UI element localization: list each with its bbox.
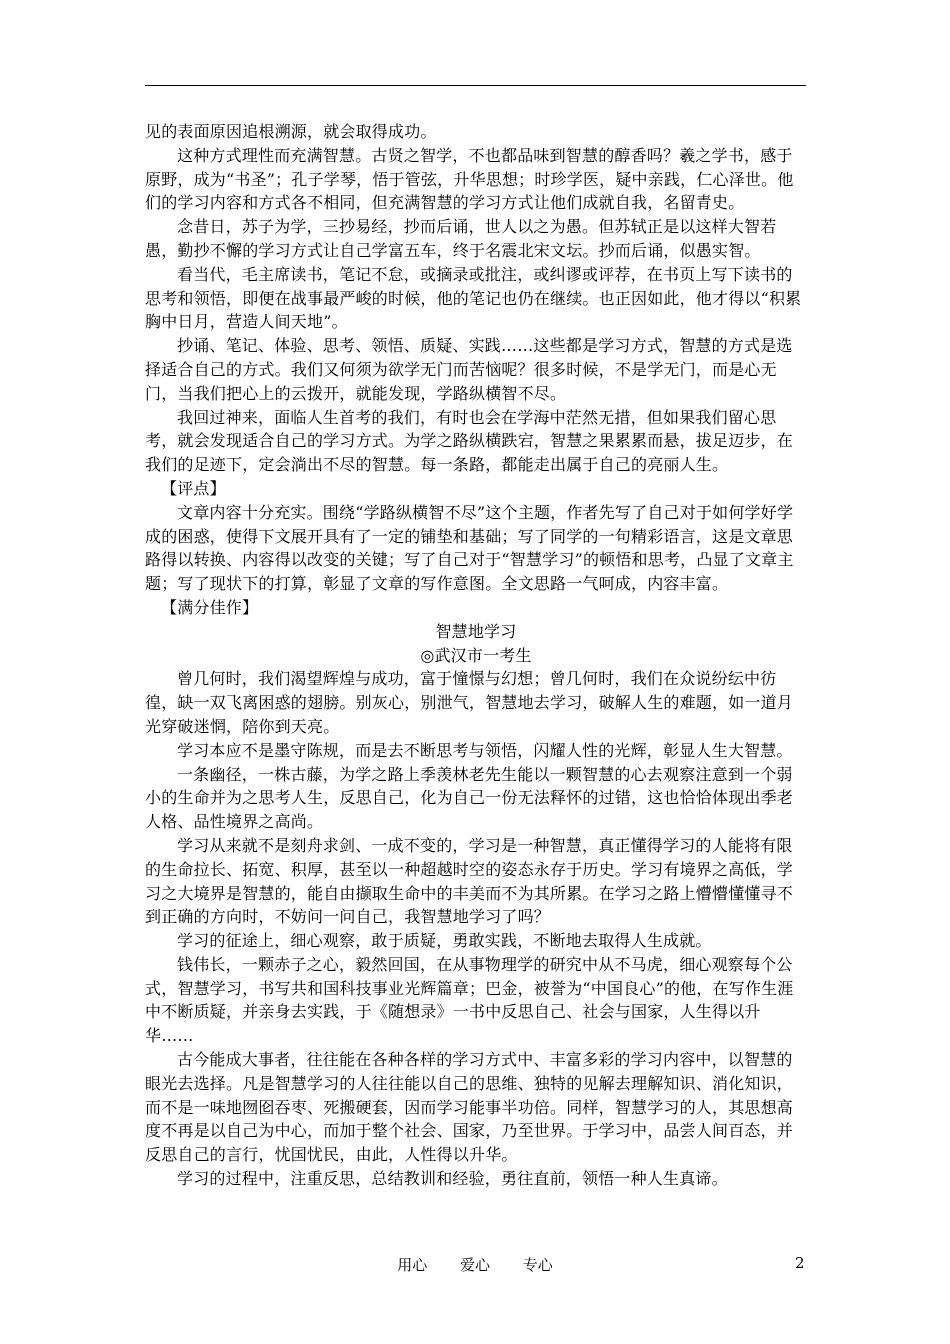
- footer-motto: [0, 1254, 950, 1275]
- page-number: 2: [795, 1254, 805, 1272]
- paragraph: 念昔日，苏子为学，三抄易经，抄而后诵，世人以之为愚。但苏轼正是以这样大智若愚，勤抄不懈的学习方式让自己学富五车，终于名震北宋文坛。抄而后诵，似愚实智。: [145, 217, 777, 260]
- centered-title: ◎武汉市一考生: [420, 645, 532, 665]
- footer-word: 用心: [397, 1256, 428, 1274]
- footer-word: 爱心: [459, 1256, 490, 1274]
- paragraph: 看当代，毛主席读书，笔记不怠，或摘录或批注，或纠谬或评荐，在书页上写下读书的思考和领悟，即便在战事最严峻的时候，他的笔记也仍在继续。也正因如此，他才得以“积累胸中日月，营造人间天地”。: [145, 264, 802, 332]
- document-body: [145, 120, 807, 1191]
- paragraph: 一条幽径，一株古藤，为学之路上季羡林老先生能以一颗智慧的心去观察注意到一个弱小的生命并为之思考人生，反思自己，化为自己一份无法释怀的过错，这也恰恰体现出季老人格、品性境界之高尚。: [145, 764, 794, 832]
- paragraph: 钱伟长，一颗赤子之心，毅然回国，在从事物理学的研究中从不马虎，细心观察每个公式，智慧学习，书写共和国科技事业光辉篇章；巴金，被誉为“中国良心”的他，在写作生涯中不断质疑，并亲身去实践，于《随想录》一书中反思自己、社会与国家，人生得以升华……: [145, 954, 794, 1046]
- section-heading: 【评点】: [161, 478, 226, 498]
- paragraph: 抄诵、笔记、体验、思考、领悟、质疑、实践……这些都是学习方式，智慧的方式是选择适合自己的方式。我们又何须为欲学无门而苦恼呢？很多时候，不是学无门，而是心无门，当我们把心上的云拨开，就能发现，学路纵横智不尽。: [145, 336, 793, 403]
- paragraph: 学习从来就不是刻舟求剑、一成不变的，学习是一种智慧，真正懂得学习的人能将有限的生命拉长、拓宽、积厚，甚至以一种超越时空的姿态永存于历史。学习有境界之高低，学习之大境界是智慧的，能自由撷取生命中的丰美而不为其所累。在学习之路上懵懵懂懂寻不到正确的方向时，不妨问一问自己，我智慧地学习了吗？: [145, 835, 794, 927]
- header-rule: [145, 85, 806, 86]
- paragraph: 学习的过程中，注重反思，总结教训和经验，勇往直前，领悟一种人生真谛。: [177, 1169, 728, 1189]
- paragraph: 文章内容十分充实。围绕“学路纵横智不尽”这个主题，作者先写了自己对于如何学好学成的困惑，使得下文展开具有了一定的铺垫和基础；写了同学的一句精彩语言，这是文章思路得以转换、内容得以改变的关键；写了自己对于“智慧学习”的顿悟和思考，凸显了文章主题；写了现状下的打算，彰显了文章的写作意图。全文思路一气呵成，内容丰富。: [145, 502, 794, 594]
- centered-title: 智慧地学习: [435, 621, 517, 641]
- paragraph: 学习本应不是墨守陈规，而是去不断思考与领悟，闪耀人性的光辉，彰显人生大智慧。: [177, 740, 793, 760]
- section-heading: 【满分佳作】: [161, 597, 259, 617]
- paragraph: 见的表面原因追根溯源，就会取得成功。: [145, 122, 437, 141]
- paragraph: 古今能成大事者，往往能在各种各样的学习方式中、丰富多彩的学习内容中，以智慧的眼光去选择。凡是智慧学习的人往往能以自己的思维、独特的见解去理解知识、消化知识，而不是一味地囫囵吞枣、死搬硬套，因而学习能事半功倍。同样，智慧学习的人，其思想高度不再是以自己为中心，而加于整个社会、国家，乃至世界。于学习中，品尝人间百态，并反思自己的言行，忧国忧民，由此，人性得以升华。: [145, 1050, 794, 1165]
- footer-word: 专心: [522, 1256, 553, 1274]
- paragraph: 这种方式理性而充满智慧。古贤之智学，不也都品味到智慧的醇香吗？羲之学书，感于原野，成为“书圣”；孔子学琴，悟于管弦，升华思想；时珍学医，疑中亲践，仁心泽世。他们的学习内容和方式各不相同，但充满智慧的学习方式让他们成就自我，名留青史。: [145, 145, 794, 213]
- paragraph: 我回过神来，面临人生首考的我们，有时也会在学海中茫然无措，但如果我们留心思考，就会发现适合自己的学习方式。为学之路纵横跌宕，智慧之果累累而悬，拔足迈步，在我们的足迹下，定会淌出不尽的智慧。每一条路，都能走出属于自己的亮丽人生。: [145, 407, 794, 475]
- paragraph: 曾几何时，我们渴望辉煌与成功，富于憧憬与幻想；曾几何时，我们在众说纷纭中彷徨，缺一双飞离困惑的翅膀。别灰心，别泄气，智慧地去学习，破解人生的难题，如一道月光穿破迷惘，陪你到天亮。: [145, 669, 794, 736]
- paragraph: 学习的征途上，细心观察，敢于质疑，勇敢实践，不断地去取得人生成就。: [177, 931, 712, 951]
